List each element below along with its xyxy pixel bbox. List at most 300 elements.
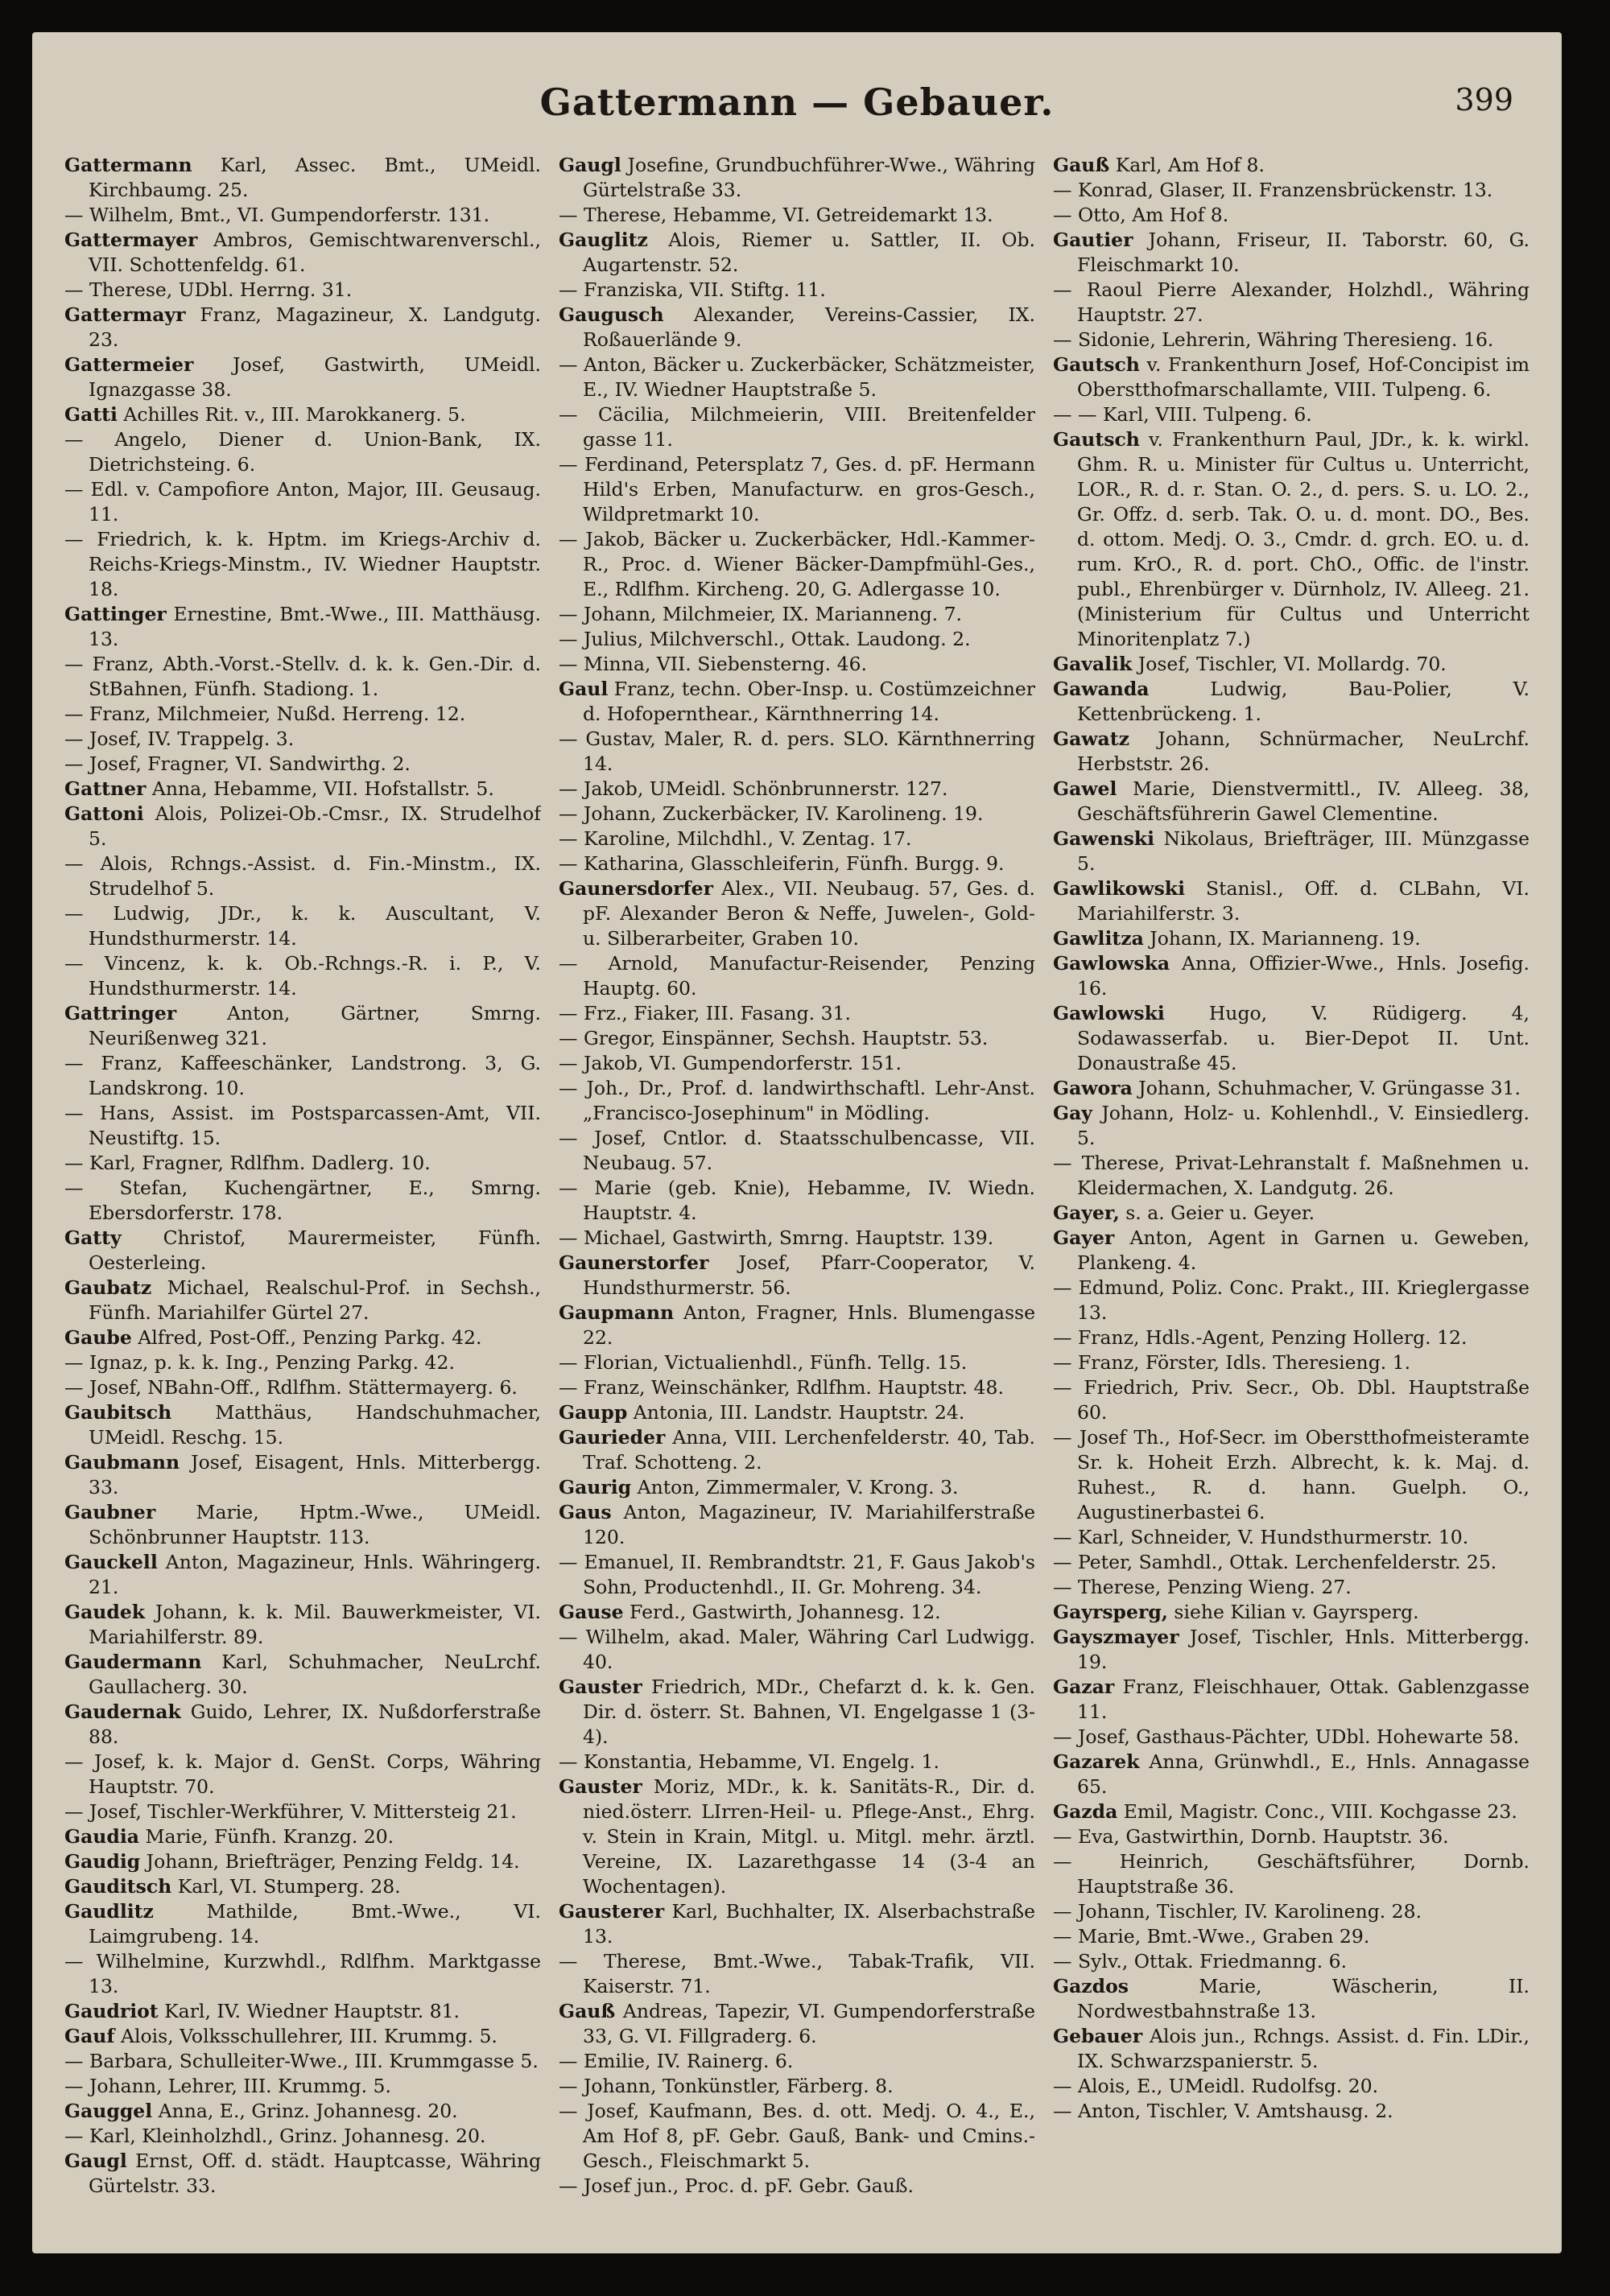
entry-details: Marie, Hptm.-Wwe., UMeidl. Schönbrunner Hauptstr. 113.: [89, 1501, 541, 1548]
entry-surname: Gaunersdorfer: [559, 877, 713, 900]
entry-details: Anna, Grünwhdl., E., Hnls. Annagasse 65.: [1077, 1750, 1530, 1798]
entry-details: — Karl, Schneider, V. Hundsthurmerstr. 10.: [1053, 1526, 1469, 1548]
page-header: [32, 80, 1562, 137]
entry-details: — Josef, Tischler-Werkführer, V. Mittersteig 21.: [64, 1800, 517, 1823]
directory-entry: [559, 851, 1035, 876]
directory-entry: [1053, 652, 1530, 677]
entry-surname: Gayszmayer: [1053, 1626, 1179, 1648]
directory-entry: [64, 303, 541, 352]
directory-entry: [1053, 1824, 1530, 1849]
directory-entry: [559, 1076, 1035, 1126]
entry-surname: Gaudriot: [64, 2000, 159, 2022]
entry-details: — Marie, Bmt.-Wwe., Graben 29.: [1053, 1925, 1370, 1948]
directory-entry: [64, 1949, 541, 1999]
entry-details: Marie, Wäscherin, II. Nordwestbahnstraße 13.: [1077, 1975, 1530, 2022]
entry-surname: Gause: [559, 1601, 624, 1623]
directory-entry: [559, 1400, 1035, 1425]
entry-details: — Raoul Pierre Alexander, Holzhdl., Währing Hauptstr. 27.: [1053, 278, 1530, 326]
directory-entry: [1053, 1974, 1530, 2024]
directory-entry: [64, 2099, 541, 2124]
directory-entry: [64, 1824, 541, 1849]
entry-surname: Gaubmann: [64, 1451, 180, 1474]
directory-entry: [559, 2174, 1035, 2199]
entry-surname: Gawlikowski: [1053, 877, 1186, 900]
entry-details: — Josef, Fragner, VI. Sandwirthg. 2.: [64, 752, 411, 775]
directory-entry: [64, 1325, 541, 1350]
entry-details: Anna, E., Grinz. Johannesg. 20.: [152, 2100, 458, 2122]
directory-entry: [559, 1949, 1035, 1999]
entry-details: Matthäus, Handschuhmacher, UMeidl. Reschg. 15.: [89, 1401, 541, 1449]
entry-surname: Gattermann: [64, 154, 192, 176]
entry-surname: Gawenski: [1053, 827, 1155, 850]
directory-entry: [559, 1475, 1035, 1500]
directory-entry: [64, 477, 541, 527]
directory-entry: [559, 1425, 1035, 1475]
entry-details: — Konrad, Glaser, II. Franzensbrückenstr. 13.: [1053, 179, 1493, 201]
entry-details: Johann, k. k. Mil. Bauwerkmeister, VI. Mariahilferstr. 89.: [89, 1601, 541, 1648]
entry-details: — Johann, Milchmeier, IX. Marianneng. 7.: [559, 603, 962, 625]
entry-details: Johann, Holz- u. Kohlenhdl., V. Einsiedlerg. 5.: [1077, 1102, 1530, 1149]
directory-entry: [64, 527, 541, 602]
directory-entry: [64, 602, 541, 652]
directory-entry: [64, 901, 541, 951]
entry-details: Hugo, V. Rüdigerg. 4, Sodawasserfab. u. Bier-Depot II. Unt. Donaustraße 45.: [1077, 1002, 1530, 1074]
directory-entry: [1053, 1600, 1530, 1625]
entry-details: — Ludwig, JDr., k. k. Auscultant, V. Hundsthurmerstr. 14.: [64, 902, 541, 950]
entry-details: Emil, Magistr. Conc., VIII. Kochgasse 23.: [1117, 1800, 1517, 1823]
entry-details: Karl, Am Hof 8.: [1109, 154, 1265, 176]
entry-details: — Edmund, Poliz. Conc. Prakt., III. Krieglergasse 13.: [1053, 1276, 1530, 1324]
entry-details: Karl, Assec. Bmt., UMeidl. Kirchbaumg. 25.: [89, 154, 541, 201]
directory-entry: [559, 527, 1035, 602]
entry-surname: Gatti: [64, 403, 118, 426]
entry-details: — Johann, Tischler, IV. Karolineng. 28.: [1053, 1900, 1422, 1923]
entry-details: — Therese, Privat-Lehranstalt f. Maßnehmen u. Kleidermachen, X. Landgutg. 26.: [1053, 1152, 1530, 1199]
directory-entry: [1053, 1625, 1530, 1675]
directory-entry: [559, 228, 1035, 278]
entry-surname: Gaupmann: [559, 1301, 675, 1324]
entry-details: s. a. Geier u. Geyer.: [1119, 1202, 1315, 1224]
entry-details: — Joh., Dr., Prof. d. landwirthschaftl. Lehr-Anst. „Francisco-Josephinum" in Mödling.: [559, 1077, 1035, 1124]
directory-entry: [64, 228, 541, 278]
entry-surname: Gaunerstorfer: [559, 1251, 709, 1274]
entry-surname: Gattermayer: [64, 229, 198, 251]
entry-details: — Franz, Kaffeeschänker, Landstrong. 3, G. Landskrong. 10.: [64, 1052, 541, 1099]
directory-entry: [1053, 178, 1530, 203]
entry-details: — Franz, Abth.-Vorst.-Stellv. d. k. k. Gen.-Dir. d. StBahnen, Fünfh. Stadiong. 1.: [64, 653, 541, 700]
directory-entry: [1053, 951, 1530, 1001]
directory-entry: [1053, 203, 1530, 228]
directory-entry: [64, 851, 541, 901]
directory-entry: [1053, 1924, 1530, 1949]
directory-entry: [64, 1874, 541, 1899]
entry-details: Ernestine, Bmt.-Wwe., III. Matthäusg. 13.: [89, 603, 541, 650]
directory-entry: [1053, 1799, 1530, 1824]
entry-surname: Gaudek: [64, 1601, 146, 1623]
directory-entry: [64, 1051, 541, 1101]
column-1: [64, 153, 541, 2229]
entry-surname: Gauß: [1053, 154, 1110, 176]
entry-details: v. Frankenthurn Josef, Hof-Concipist im Oberstthofmarschallamte, VIII. Tulpeng. 6.: [1077, 353, 1530, 401]
directory-entry: [1053, 2074, 1530, 2099]
entry-surname: Gauglitz: [559, 229, 648, 251]
directory-entry: [64, 203, 541, 228]
entry-details: Alexander, Vereins-Cassier, IX. Roßauerlände 9.: [583, 303, 1035, 351]
entry-surname: Gaudig: [64, 1850, 141, 1873]
directory-entry: [64, 1750, 541, 1799]
entry-details: Alex., VII. Neubaug. 57, Ges. d. pF. Alexander Beron & Neffe, Juwelen-, Gold- u. Silberarbeiter, Graben 10.: [583, 877, 1035, 950]
entry-details: — Josef, Cntlor. d. Staatsschulbencasse, VII. Neubaug. 57.: [559, 1127, 1035, 1174]
entry-surname: Gaubitsch: [64, 1401, 172, 1424]
entry-details: Josef, Gastwirth, UMeidl. Ignazgasse 38.: [89, 353, 541, 401]
entry-details: — Friedrich, Priv. Secr., Ob. Dbl. Hauptstraße 60.: [1053, 1376, 1530, 1424]
entry-details: — Johann, Tonkünstler, Färberg. 8.: [559, 2075, 894, 2097]
entry-details: Marie, Dienstvermittl., IV. Alleeg. 38, Geschäftsführerin Gawel Clementine.: [1077, 777, 1530, 825]
entry-surname: Gautsch: [1053, 428, 1140, 451]
directory-entry: [559, 203, 1035, 228]
entry-details: Alois, Riemer u. Sattler, II. Ob. Augartenstr. 52.: [583, 229, 1035, 276]
entry-surname: Gattner: [64, 777, 147, 800]
entry-details: — Gregor, Einspänner, Sechsh. Hauptstr. 53.: [559, 1027, 989, 1049]
entry-details: Nikolaus, Briefträger, III. Münzgasse 5.: [1077, 827, 1530, 875]
directory-entry: [64, 1849, 541, 1874]
entry-details: — Franz, Hdls.-Agent, Penzing Hollerg. 12.: [1053, 1326, 1468, 1349]
entry-surname: Gaus: [559, 1501, 612, 1523]
entry-surname: Gayer,: [1053, 1202, 1120, 1224]
directory-entry: [64, 777, 541, 802]
entry-details: — Emanuel, II. Rembrandtstr. 21, F. Gaus Jakob's Sohn, Productenhdl., II. Gr. Mohreng. 34.: [559, 1551, 1035, 1598]
directory-entry: [1053, 278, 1530, 328]
entry-details: — Karl, Kleinholzhdl., Grinz. Johannesg. 20.: [64, 2125, 486, 2147]
entry-surname: Gaubner: [64, 1501, 156, 1523]
directory-entry: [64, 1450, 541, 1500]
directory-entry: [559, 278, 1035, 303]
directory-entry: [559, 802, 1035, 826]
directory-entry: [1053, 1525, 1530, 1550]
entry-details: Alois, Polizei-Ob.-Cmsr., IX. Strudelhof 5.: [89, 802, 541, 850]
entry-surname: Gazdos: [1053, 1975, 1129, 1997]
directory-entry: [64, 1799, 541, 1824]
entry-details: — Josef, IV. Trappelg. 3.: [64, 728, 295, 750]
entry-surname: Gawanda: [1053, 678, 1150, 700]
entry-details: — Angelo, Diener d. Union-Bank, IX. Dietrichsteing. 6.: [64, 428, 541, 476]
entry-details: Moriz, MDr., k. k. Sanitäts-R., Dir. d. nied.österr. LIrren-Heil- u. Pflege-Anst., Ehrg. v. Stein in Krain, Mitgl. u. Mitgl. mehr. ärztl. Vereine, IX. Lazarethgasse 14 (3-4 an Wochentagen).: [583, 1775, 1035, 1898]
entry-details: Anna, Hebamme, VII. Hofstallstr. 5.: [146, 777, 494, 800]
directory-entry: [64, 427, 541, 477]
entry-details: Karl, IV. Wiedner Hauptstr. 81.: [158, 2000, 460, 2022]
directory-entry: [64, 402, 541, 427]
entry-details: Josefine, Grundbuchführer-Wwe., Währing Gürtelstraße 33.: [583, 154, 1035, 201]
entry-details: Johann, IX. Marianneng. 19.: [1143, 927, 1421, 950]
entry-details: Friedrich, MDr., Chefarzt d. k. k. Gen. Dir. d. österr. St. Bahnen, VI. Engelgasse 1 (3-4).: [583, 1676, 1035, 1748]
entry-surname: Gauster: [559, 1676, 642, 1698]
directory-entry: [559, 1176, 1035, 1226]
entry-details: — Ignaz, p. k. k. Ing., Penzing Parkg. 42.: [64, 1351, 455, 1374]
page-number: 399: [1455, 82, 1513, 117]
entry-details: Stanisl., Off. d. CLBahn, VI. Mariahilferstr. 3.: [1077, 877, 1530, 925]
directory-entry: [559, 951, 1035, 1001]
entry-details: — Stefan, Kuchengärtner, E., Smrng. Ebersdorferstr. 178.: [64, 1177, 541, 1224]
entry-surname: Gay: [1053, 1102, 1092, 1124]
directory-entry: [559, 402, 1035, 452]
directory-entry: [559, 1500, 1035, 1550]
entry-surname: Gauster: [559, 1775, 642, 1798]
directory-entry: [1053, 1575, 1530, 1600]
directory-entry: [559, 1001, 1035, 1026]
entry-details: — Cäcilia, Milchmeierin, VIII. Breitenfelder gasse 11.: [559, 403, 1035, 451]
directory-entry: [1053, 1750, 1530, 1799]
entry-details: Karl, VI. Stumperg. 28.: [171, 1875, 401, 1898]
entry-details: Michael, Realschul-Prof. in Sechsh., Fünfh. Mariahilfer Gürtel 27.: [89, 1276, 541, 1324]
entry-surname: Gautsch: [1053, 353, 1140, 376]
directory-entry: [1053, 1201, 1530, 1226]
directory-entry: [64, 1375, 541, 1400]
entry-surname: Gautier: [1053, 229, 1133, 251]
entry-details: — Karoline, Milchdhl., V. Zentag. 17.: [559, 827, 912, 850]
entry-surname: Gayrsperg,: [1053, 1601, 1168, 1623]
entry-details: — Gustav, Maler, R. d. pers. SLO. Kärnthnerring 14.: [559, 728, 1035, 775]
entry-surname: Gatty: [64, 1226, 122, 1249]
entry-details: — Arnold, Manufactur-Reisender, Penzing Hauptg. 60.: [559, 952, 1035, 1000]
directory-entry: [64, 702, 541, 727]
directory-entry: [64, 352, 541, 402]
directory-entry: [64, 727, 541, 752]
directory-entry: [559, 153, 1035, 203]
entry-details: Josef, Eisagent, Hnls. Mitterbergg. 33.: [89, 1451, 541, 1498]
directory-entry: [64, 1400, 541, 1450]
entry-details: — Johann, Zuckerbäcker, IV. Karolineng. 19.: [559, 802, 984, 825]
entry-details: Alfred, Post-Off., Penzing Parkg. 42.: [131, 1326, 482, 1349]
entry-surname: Gazar: [1053, 1676, 1115, 1698]
directory-entry: [1053, 2024, 1530, 2074]
entry-surname: Gaugl: [559, 154, 621, 176]
entry-details: — Alois, E., UMeidl. Rudolfsg. 20.: [1053, 2075, 1379, 2097]
entry-details: — Therese, Penzing Wieng. 27.: [1053, 1576, 1352, 1598]
directory-entry: [64, 153, 541, 203]
entry-surname: Gaupp: [559, 1401, 628, 1424]
directory-entry: [1053, 153, 1530, 178]
entry-surname: Gaurig: [559, 1476, 632, 1498]
entry-surname: Gaudernak: [64, 1700, 181, 1723]
directory-entry: [1053, 1325, 1530, 1350]
entry-details: Anna, VIII. Lerchenfelderstr. 40, Tab. Traf. Schotteng. 2.: [583, 1426, 1035, 1474]
directory-entry: [1053, 1226, 1530, 1276]
entry-details: — Therese, UDbl. Herrng. 31.: [64, 278, 353, 301]
entry-details: — Katharina, Glasschleiferin, Fünfh. Burgg. 9.: [559, 852, 1005, 875]
entry-details: — Marie (geb. Knie), Hebamme, IV. Wiedn. Hauptstr. 4.: [559, 1177, 1035, 1224]
entry-details: — Johann, Lehrer, III. Krummg. 5.: [64, 2075, 391, 2097]
entry-details: Johann, Friseur, II. Taborstr. 60, G. Fleischmarkt 10.: [1077, 229, 1530, 276]
directory-entry: [559, 2049, 1035, 2074]
directory-entry: [1053, 1151, 1530, 1201]
entry-surname: Gaudlitz: [64, 1900, 154, 1923]
directory-entry: [1053, 1899, 1530, 1924]
directory-entry: [64, 1550, 541, 1600]
directory-entry: [64, 1600, 541, 1650]
entry-details: — Vincenz, k. k. Ob.-Rchngs.-R. i. P., V. Hundsthurmerstr. 14.: [64, 952, 541, 1000]
directory-entry: [1053, 1350, 1530, 1375]
directory-entry: [1053, 1725, 1530, 1750]
entry-details: Alois, Volksschullehrer, III. Krummg. 5.: [114, 2025, 497, 2047]
directory-entry: [64, 2049, 541, 2074]
entry-surname: Gausterer: [559, 1900, 665, 1923]
page-title: Gattermann — Gebauer.: [539, 80, 1055, 124]
entry-details: — Josef jun., Proc. d. pF. Gebr. Gauß.: [559, 2174, 914, 2197]
directory-entry: [559, 727, 1035, 777]
entry-details: Franz, techn. Ober-Insp. u. Costümzeichner d. Hofopernthear., Kärnthnerring 14.: [583, 678, 1035, 725]
entry-details: — Otto, Am Hof 8.: [1053, 204, 1229, 226]
directory-entry: [1053, 677, 1530, 727]
directory-entry: [559, 1051, 1035, 1076]
entry-surname: Gattringer: [64, 1002, 177, 1024]
entry-surname: Gattermayr: [64, 303, 186, 326]
entry-details: — Anton, Tischler, V. Amtshausg. 2.: [1053, 2100, 1393, 2122]
entry-details: — Franz, Weinschänker, Rdlfhm. Hauptstr. 48.: [559, 1376, 1004, 1399]
directory-entry: [1053, 228, 1530, 278]
entry-surname: Gattermeier: [64, 353, 194, 376]
directory-entry: [559, 1026, 1035, 1051]
directory-entry: [559, 777, 1035, 802]
directory-entry: [1053, 328, 1530, 352]
directory-entry: [1053, 402, 1530, 427]
directory-entry: [64, 1700, 541, 1750]
entry-details: Anna, Offizier-Wwe., Hnls. Josefig. 16.: [1077, 952, 1530, 1000]
directory-columns: [64, 153, 1530, 2229]
entry-details: — Jakob, UMeidl. Schönbrunnerstr. 127.: [559, 777, 948, 800]
directory-entry: [64, 1276, 541, 1325]
entry-details: Anton, Magazineur, Hnls. Währingerg. 21.: [89, 1551, 541, 1598]
entry-surname: Gawora: [1053, 1077, 1133, 1099]
directory-entry: [559, 452, 1035, 527]
directory-entry: [1053, 1949, 1530, 1974]
directory-page: [32, 32, 1562, 2253]
directory-entry: [559, 2074, 1035, 2099]
directory-entry: [64, 752, 541, 777]
entry-details: Alois jun., Rchngs. Assist. d. Fin. LDir., IX. Schwarzspanierstr. 5.: [1077, 2025, 1530, 2072]
entry-details: — Minna, VII. Siebensterng. 46.: [559, 653, 867, 675]
entry-details: — Julius, Milchverschl., Ottak. Laudong. 2.: [559, 628, 971, 650]
entry-details: — Sylv., Ottak. Friedmanng. 6.: [1053, 1950, 1348, 1972]
directory-entry: [64, 1999, 541, 2024]
entry-details: Franz, Fleischhauer, Ottak. Gablenzgasse 11.: [1077, 1676, 1530, 1723]
entry-surname: Gaudia: [64, 1825, 139, 1848]
directory-entry: [64, 278, 541, 303]
directory-entry: [559, 1775, 1035, 1899]
entry-details: — Anton, Bäcker u. Zuckerbäcker, Schätzmeister, E., IV. Wiedner Hauptstraße 5.: [559, 353, 1035, 401]
directory-entry: [1053, 352, 1530, 402]
directory-entry: [64, 1001, 541, 1051]
entry-details: — Michael, Gastwirth, Smrng. Hauptstr. 139.: [559, 1226, 994, 1249]
directory-entry: [64, 951, 541, 1001]
entry-surname: Gawlowski: [1053, 1002, 1165, 1024]
directory-entry: [64, 1650, 541, 1700]
entry-details: Marie, Fünfh. Kranzg. 20.: [138, 1825, 394, 1848]
entry-details: — Wilhelmine, Kurzwhdl., Rdlfhm. Marktgasse 13.: [64, 1950, 541, 1997]
entry-details: — Alois, Rchngs.-Assist. d. Fin.-Minstm., IX. Strudelhof 5.: [64, 852, 541, 900]
entry-details: — Ferdinand, Petersplatz 7, Ges. d. pF. Hermann Hild's Erben, Manufacturw. en gros-Gesch., Wildpretmarkt 10.: [559, 453, 1035, 526]
entry-surname: Gattoni: [64, 802, 144, 825]
entry-details: — Wilhelm, Bmt., VI. Gumpendorferstr. 131.: [64, 204, 490, 226]
directory-entry: [559, 352, 1035, 402]
entry-surname: Gawlowska: [1053, 952, 1170, 975]
entry-surname: Gavalik: [1053, 653, 1133, 675]
directory-entry: [1053, 427, 1530, 652]
directory-entry: [1053, 1849, 1530, 1899]
directory-entry: [64, 1500, 541, 1550]
entry-details: — Barbara, Schulleiter-Wwe., III. Krummgasse 5.: [64, 2050, 539, 2072]
directory-entry: [1053, 1101, 1530, 1151]
entry-details: Johann, Briefträger, Penzing Feldg. 14.: [140, 1850, 520, 1873]
entry-details: Anton, Fragner, Hnls. Blumengasse 22.: [583, 1301, 1035, 1349]
entry-details: Christof, Maurermeister, Fünfh. Oesterleing.: [89, 1226, 541, 1274]
directory-entry: [559, 303, 1035, 352]
directory-entry: [559, 1301, 1035, 1350]
entry-details: — Therese, Hebamme, VI. Getreidemarkt 13.: [559, 204, 993, 226]
directory-entry: [1053, 826, 1530, 876]
entry-details: — Heinrich, Geschäftsführer, Dornb. Hauptstraße 36.: [1053, 1850, 1530, 1898]
directory-entry: [64, 1226, 541, 1276]
directory-entry: [1053, 1550, 1530, 1575]
directory-entry: [1053, 2099, 1530, 2124]
entry-surname: Gauß: [559, 2000, 616, 2022]
directory-entry: [559, 876, 1035, 951]
entry-details: — Josef, NBahn-Off., Rdlfhm. Stättermayerg. 6.: [64, 1376, 518, 1399]
directory-entry: [559, 602, 1035, 627]
directory-entry: [1053, 1375, 1530, 1425]
entry-details: Mathilde, Bmt.-Wwe., VI. Laimgrubeng. 14.: [89, 1900, 541, 1948]
entry-details: Ernst, Off. d. städt. Hauptcasse, Währing Gürtelstr. 33.: [89, 2150, 541, 2197]
entry-details: Antonia, III. Landstr. Hauptstr. 24.: [627, 1401, 965, 1424]
directory-entry: [64, 2074, 541, 2099]
entry-details: — — Karl, VIII. Tulpeng. 6.: [1053, 403, 1312, 426]
entry-details: — Wilhelm, akad. Maler, Währing Carl Ludwigg. 40.: [559, 1626, 1035, 1673]
entry-details: — Franz, Milchmeier, Nußd. Herreng. 12.: [64, 703, 466, 725]
entry-details: — Hans, Assist. im Postsparcassen-Amt, VII. Neustiftg. 15.: [64, 1102, 541, 1149]
entry-details: Karl, Buchhalter, IX. Alserbachstraße 13.: [583, 1900, 1035, 1948]
entry-details: — Edl. v. Campofiore Anton, Major, III. Geusaug. 11.: [64, 478, 541, 526]
column-3: [1053, 153, 1530, 2229]
directory-entry: [64, 1899, 541, 1949]
entry-details: Andreas, Tapezir, VI. Gumpendorferstraße 33, G. VI. Fillgraderg. 6.: [583, 2000, 1035, 2047]
directory-entry: [64, 652, 541, 702]
directory-entry: [64, 2149, 541, 2199]
entry-surname: Gaudermann: [64, 1651, 202, 1673]
column-2: [559, 153, 1035, 2229]
directory-entry: [64, 1176, 541, 1226]
directory-entry: [559, 1899, 1035, 1949]
directory-entry: [64, 2024, 541, 2049]
directory-entry: [64, 802, 541, 851]
entry-details: Josef, Pfarr-Cooperator, V. Hundsthurmerstr. 56.: [583, 1251, 1035, 1299]
entry-details: Josef, Tischler, VI. Mollardg. 70.: [1132, 653, 1447, 675]
entry-details: Karl, Schuhmacher, NeuLrchf. Gaullacherg. 30.: [89, 1651, 541, 1698]
directory-entry: [64, 2124, 541, 2149]
directory-entry: [559, 1126, 1035, 1176]
directory-entry: [559, 652, 1035, 677]
directory-entry: [1053, 1675, 1530, 1725]
directory-entry: [559, 1550, 1035, 1600]
entry-details: Ludwig, Bau-Polier, V. Kettenbrückeng. 1.: [1077, 678, 1530, 725]
entry-details: — Karl, Fragner, Rdlfhm. Dadlerg. 10.: [64, 1152, 431, 1174]
entry-surname: Gazda: [1053, 1800, 1118, 1823]
entry-surname: Gaubatz: [64, 1276, 152, 1299]
entry-details: — Emilie, IV. Rainerg. 6.: [559, 2050, 794, 2072]
entry-surname: Gawlitza: [1053, 927, 1144, 950]
directory-entry: [559, 1251, 1035, 1301]
entry-details: siehe Kilian v. Gayrsperg.: [1167, 1601, 1419, 1623]
entry-details: Anton, Agent in Garnen u. Geweben, Plankeng. 4.: [1077, 1226, 1530, 1274]
entry-details: — Florian, Victualienhdl., Fünfh. Tellg. 15.: [559, 1351, 968, 1374]
